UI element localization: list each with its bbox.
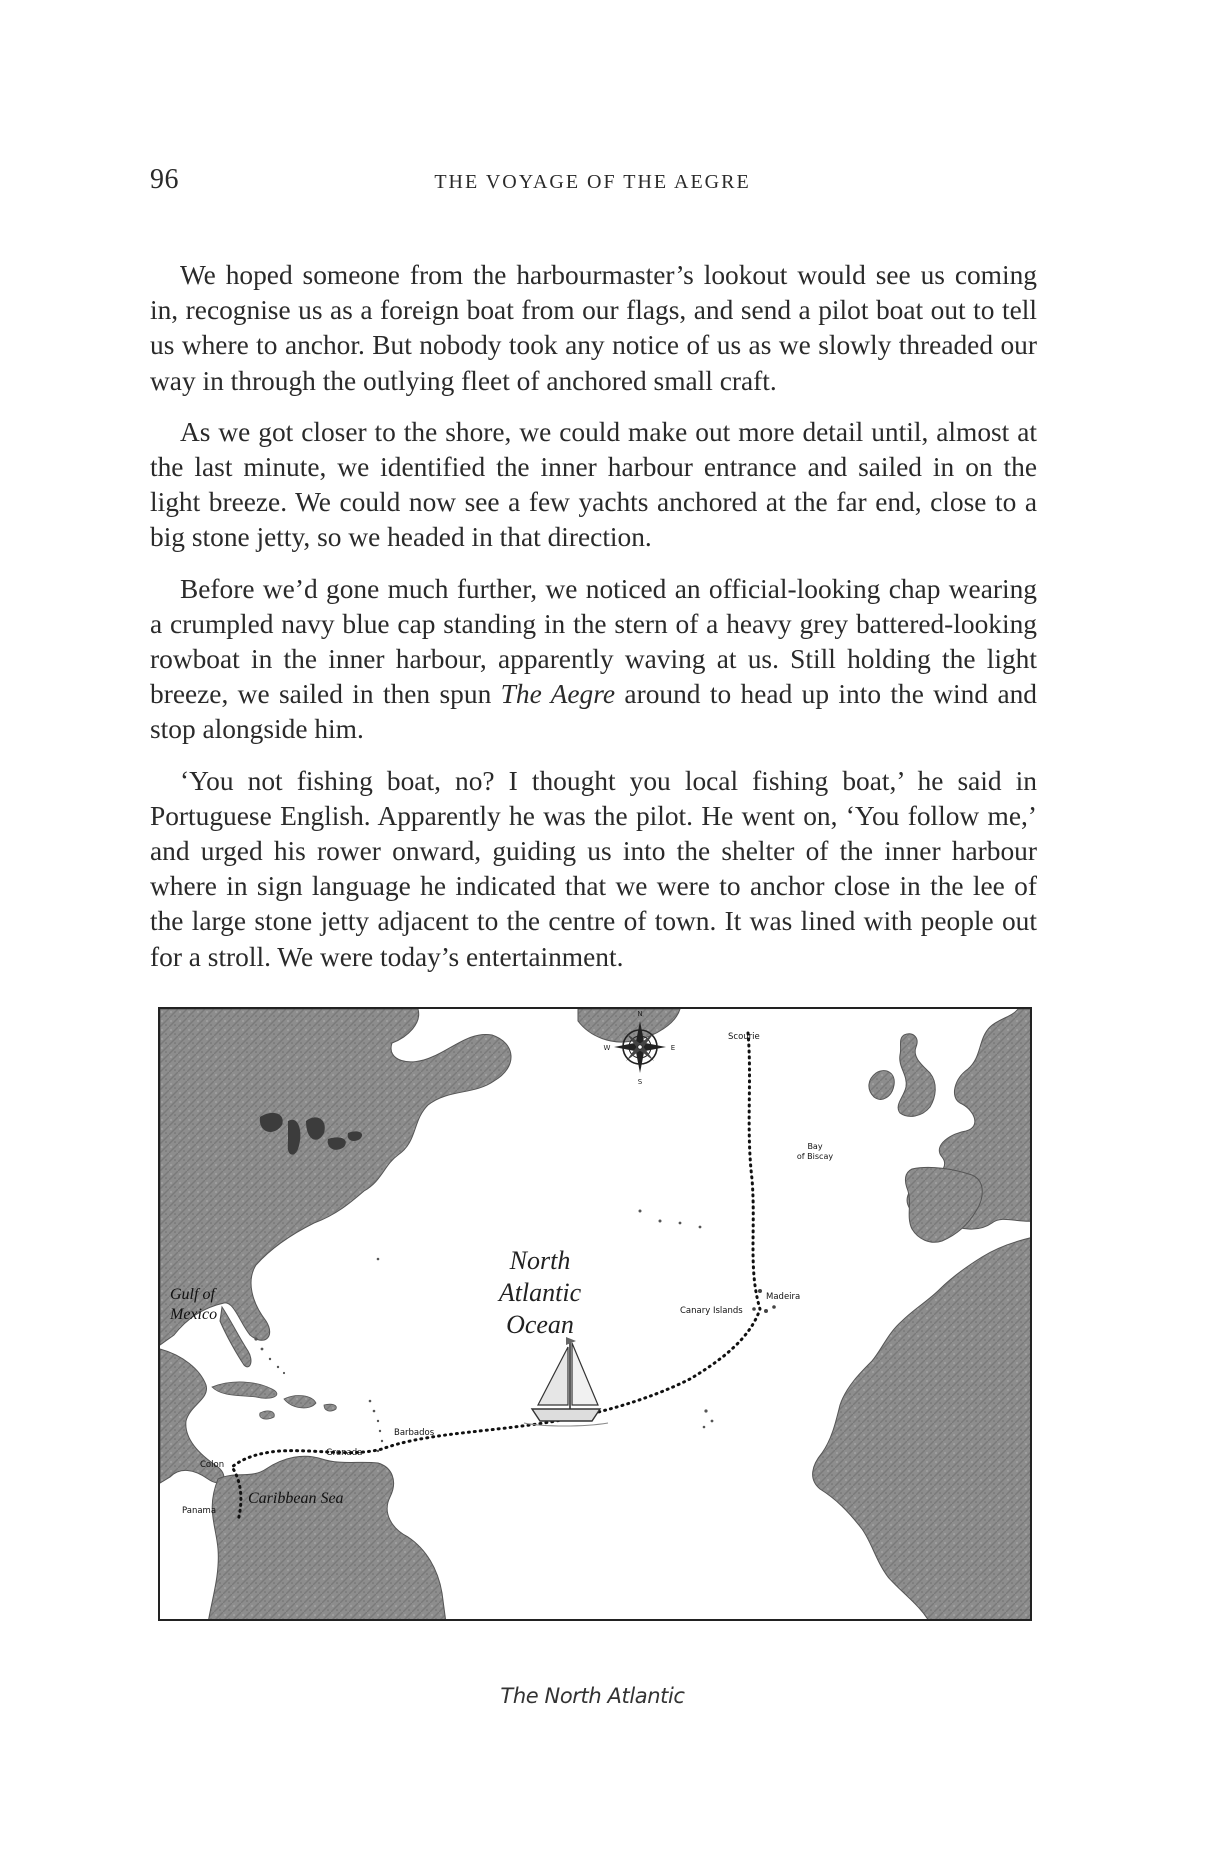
south-america-landmass — [208, 1456, 446, 1621]
gulf-label-line-2: Mexico — [170, 1306, 218, 1323]
paragraph-3-start: Before we’d gone much further, we noticed an official-looking chap wearing a crumpled navy blue cap standing in the stern of a heavy grey battered-looking rowboat in the inner harbour, apparently waving at us. Still holding the light breeze, we sailed in then spun — [150, 573, 1037, 710]
ocean-label-line-1: North — [509, 1246, 571, 1275]
place-scourie: Scourie — [728, 1032, 760, 1042]
paragraph-4: ‘You not fishing boat, no? I thought you local fishing boat,’ he said in Portuguese English. Apparently he was the pilot. He went on, ‘You follow me,’ and urged his rower onward, guiding us into the shelter of the inner harbour where in sign language he indicated that we were to anchor close in the lee of the large stone jetty adjacent to the centre of town. It was lined with people out for a stroll. We were today’s entertainment. — [150, 765, 1037, 972]
place-barbados: Barbados — [394, 1428, 435, 1438]
place-panama: Panama — [182, 1506, 217, 1516]
figure-caption: The North Atlantic — [500, 1684, 685, 1708]
place-colon: Colon — [200, 1460, 225, 1470]
caribbean-label: Caribbean Sea — [248, 1490, 344, 1507]
page-number: 96 — [150, 164, 179, 195]
ocean-label-line-2: Atlantic — [498, 1278, 582, 1307]
compass-east: E — [670, 1044, 676, 1052]
bay-label-line-1: Bay — [807, 1142, 823, 1151]
map-figure — [158, 1007, 1032, 1621]
place-canary-islands: Canary Islands — [680, 1306, 743, 1316]
body-text — [150, 258, 1037, 991]
bay-label — [797, 1142, 833, 1161]
paragraph-2: As we got closer to the shore, we could make out more detail until, almost at the last minute, we identified the inner harbour entrance and sailed in on the light breeze. We could now see a few yachts anchored at the far end, close to a big stone jetty, so we headed in that direction. — [150, 416, 1037, 553]
ocean-label-line-3: Ocean — [506, 1310, 574, 1339]
running-head: THE VOYAGE OF THE AEGRE — [434, 171, 751, 193]
place-madeira: Madeira — [766, 1292, 801, 1302]
ocean-label — [497, 1246, 582, 1339]
compass-north: N — [637, 1010, 643, 1018]
north-atlantic-map — [160, 1009, 1032, 1621]
greenland-landmass — [578, 1009, 680, 1042]
bay-label-line-2: of Biscay — [796, 1152, 834, 1161]
africa-landmass — [813, 1237, 1032, 1621]
boat-name: The Aegre — [500, 679, 616, 710]
compass-south: S — [637, 1078, 643, 1086]
paragraph-1: We hoped someone from the harbourmaster’s lookout would see us coming in, recognise us as a foreign boat from our flags, and send a pilot boat out to tell us where to anchor. But nobody took any notice of us as we slowly threaded our way in through the outlying fleet of anchored small craft. — [150, 260, 1037, 396]
gulf-label-line-1: Gulf of — [170, 1286, 215, 1303]
compass-west: W — [603, 1044, 611, 1052]
small-islands — [254, 1210, 713, 1453]
sailboat-icon — [524, 1337, 608, 1426]
greater-antilles — [212, 1382, 336, 1419]
great-britain-landmass — [898, 1034, 935, 1117]
place-grenada: Grenada — [326, 1448, 363, 1458]
iberia-landmass — [905, 1167, 982, 1242]
ireland-landmass — [869, 1071, 894, 1100]
paragraph-3-end: around to head up into the wind and stop alongside him. — [150, 679, 1037, 745]
paragraph-3 — [150, 572, 1037, 748]
